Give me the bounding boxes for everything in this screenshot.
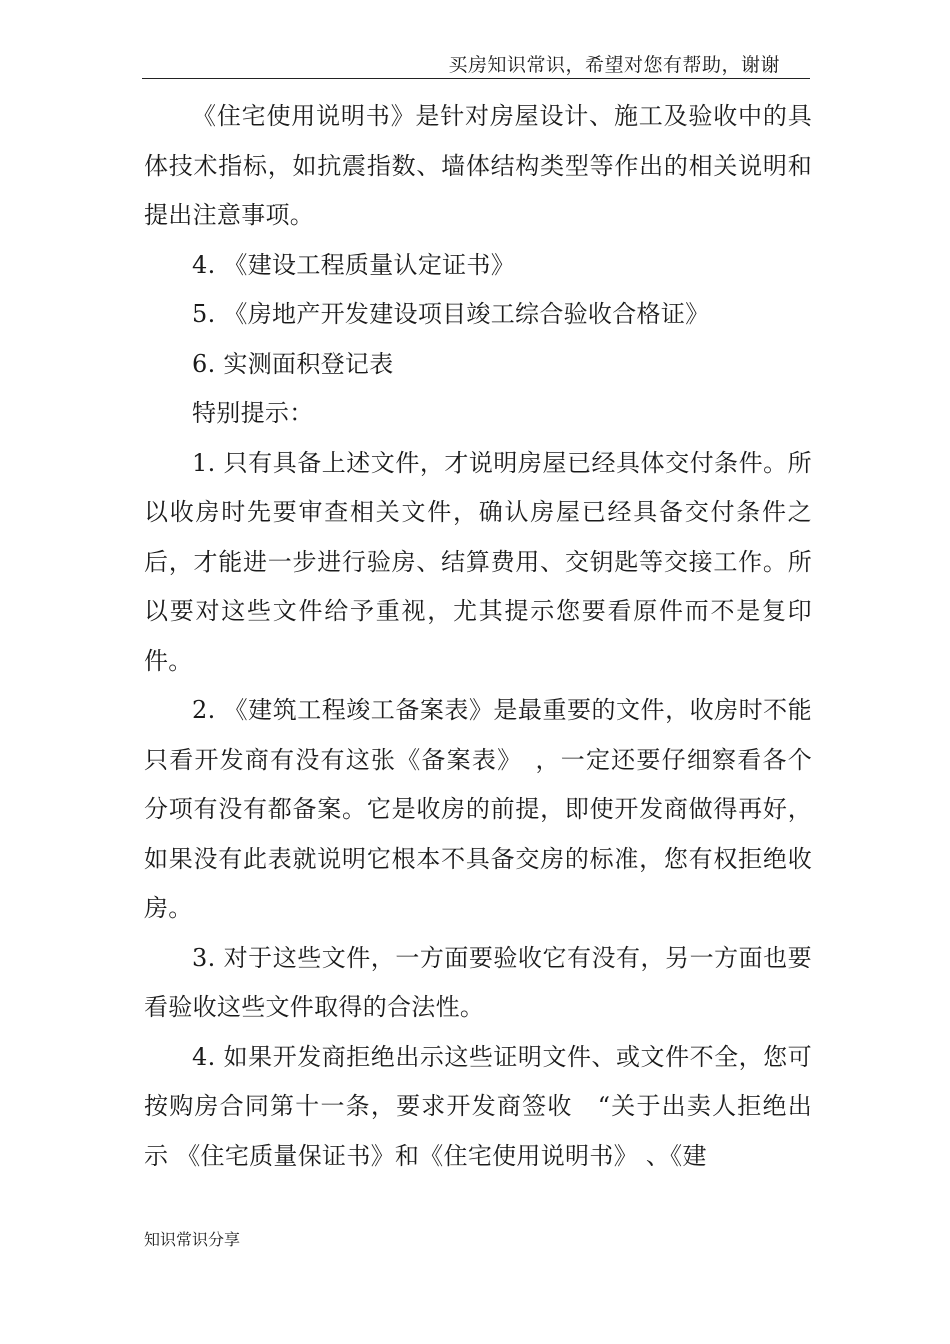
list-item-completion-certificate: 5. 《房地产开发建设项目竣工综合验收合格证》 — [192, 300, 710, 328]
list-item-quality-certificate: 4. 《建设工程质量认定证书》 — [192, 250, 516, 279]
notice-item-2: 2. 《建筑工程竣工备案表》是最重要的文件，收房时不能只看开发商有没有这张《备案表》 ，一定还要仔细察看各个分项有没有都备案。它是收房的前提，即使开发商做得再好，如果没有此表就说明它根本不具备交房的标准，您有权拒绝收房。 — [144, 696, 812, 922]
special-notice-heading: 特别提示： — [192, 399, 314, 427]
page-header-text: 买房知识常识，希望对您有帮助，谢谢 — [448, 54, 780, 76]
header-divider — [142, 78, 810, 79]
list-item-area-registration: 6. 实测面积登记表 — [192, 349, 394, 378]
paragraph-manual-description: 《住宅使用说明书》是针对房屋设计、施工及验收中的具体技术指标，如抗震指数、墙体结构类型等作出的相关说明和提出注意事项。 — [144, 102, 812, 229]
page-footer-text: 知识常识分享 — [144, 1230, 241, 1249]
document-body — [144, 92, 812, 1181]
notice-item-1: 1. 只有具备上述文件，才说明房屋已经具体交付条件。所以收房时先要审查相关文件，确认房屋已经具备交付条件之后，才能进一步进行验房、结算费用、交钥匙等交接工作。所以要对这些文件给予重视，尤其提示您要看原件而不是复印件。 — [144, 448, 812, 675]
notice-item-4: 4. 如果开发商拒绝出示这些证明文件、或文件不全，您可按购房合同第十一条，要求开发商签收 “关于出卖人拒绝出示 《住宅质量保证书》和《住宅使用说明书》 、《建 — [144, 1042, 812, 1170]
notice-item-3: 3. 对于这些文件，一方面要验收它有没有，另一方面也要看验收这些文件取得的合法性。 — [144, 943, 812, 1021]
